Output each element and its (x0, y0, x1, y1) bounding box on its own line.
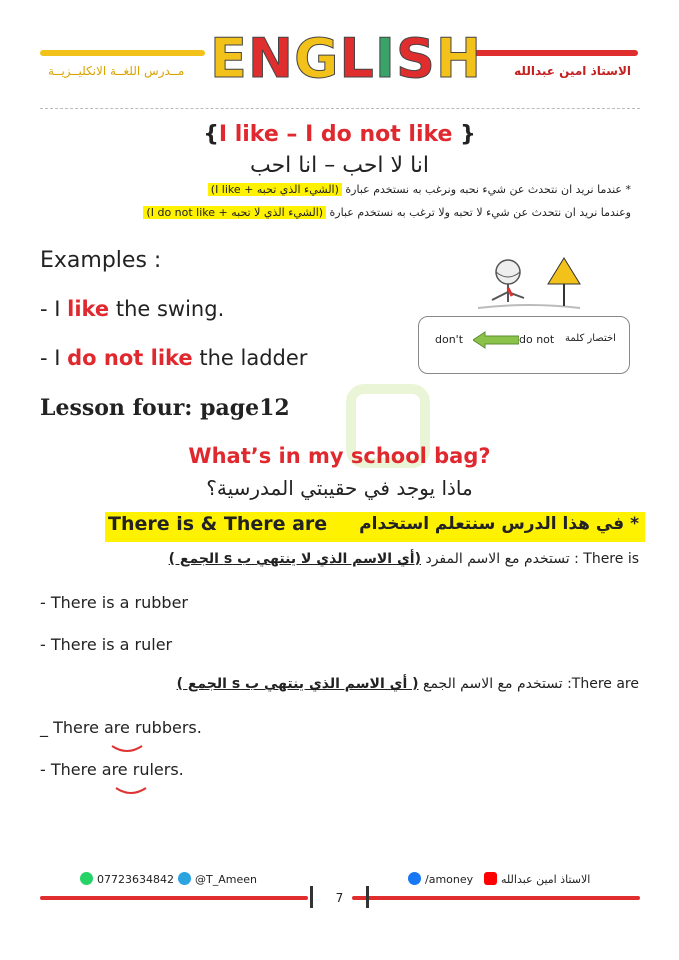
arrow-left-icon (473, 331, 519, 349)
telegram-icon (178, 872, 191, 885)
lesson-title: Lesson four: page12 (40, 395, 290, 421)
abbrev-label-arabic: اختصار كلمة (565, 333, 616, 344)
note-dislike-highlight: (الشيء الذي لا تحبه + I do not like) (143, 206, 326, 219)
footer-telegram (178, 872, 257, 886)
logo-letter-4: I (374, 27, 396, 90)
title-brace-close: } (452, 122, 476, 147)
header-divider (40, 108, 640, 109)
rule-there-is (169, 551, 639, 567)
footer-facebook (408, 872, 473, 886)
youtube-icon (484, 872, 497, 885)
footer-phone (80, 872, 174, 886)
rule-there-is-label: There is (583, 551, 639, 567)
section-title (0, 122, 679, 147)
sentence-4: - There are rulers. (40, 760, 184, 779)
example-1-post: the swing. (109, 297, 225, 321)
footer-youtube (484, 872, 590, 886)
note-like-highlight: (الشيء الذي تحبه + I like) (208, 183, 342, 196)
example-2-pre: - I (40, 346, 68, 370)
english-logo (210, 27, 483, 90)
rule-there-are (177, 676, 639, 692)
note-dislike (143, 206, 631, 219)
example-1-red: like (67, 297, 110, 321)
section-title-arabic: انا لا احب – انا احب (249, 153, 430, 178)
example-1 (40, 297, 224, 321)
page-number: 7 (335, 891, 344, 905)
abbreviation-box (418, 316, 630, 374)
rule-there-are-text: : تستخدم مع الاسم الجمع (418, 676, 572, 692)
rule-there-is-text: : تستخدم مع الاسم المفرد (421, 551, 584, 567)
logo-letter-3: L (339, 27, 375, 90)
footer-facebook-text: /amoney (425, 873, 474, 886)
example-2 (40, 346, 307, 370)
facebook-icon (408, 872, 421, 885)
example-2-red: do not like (67, 346, 193, 370)
logo-letter-0: E (210, 27, 248, 90)
underline-arc-2 (114, 786, 148, 796)
underline-arc-1 (110, 744, 144, 754)
logo-letter-1: N (247, 27, 295, 90)
question-english: What’s in my school bag? (188, 444, 491, 468)
sentence-2: - There is a ruler (40, 635, 173, 654)
note-like (208, 183, 631, 196)
lesson-highlight-arabic: * في هذا الدرس سنتعلم استخدام (359, 514, 639, 534)
header-subtitle-right: الاستاذ امين عبدالله (514, 64, 631, 78)
logo-letter-6: H (435, 27, 483, 90)
examples-heading: Examples : (40, 248, 162, 273)
question-arabic: ماذا يوجد في حقيبتي المدرسية؟ (206, 476, 473, 500)
note-like-text: * عندما نريد ان نتحدث عن شيء نحبه ونرغب به نستخدم عبارة (341, 183, 631, 196)
whatsapp-icon (80, 872, 93, 885)
lesson-highlight-english: There is & There are (108, 513, 328, 535)
note-dislike-text: وعندما نريد ان نتحدث عن شيء لا تحبه ولا ترغب به نستخدم عبارة (326, 206, 631, 219)
title-red-text: I like – I do not like (218, 122, 453, 147)
header-subtitle-left: مــدرس اللغــة الانكليــزيــة (48, 64, 185, 78)
rule-there-are-note: ( أي الاسم الذي ينتهي ب s الجمع ) (176, 676, 419, 692)
footer-phone-text: 07723634842 (97, 873, 174, 886)
rule-there-is-note: (أي الاسم الذي لا ينتهي ب s الجمع ) (168, 551, 422, 567)
abbrev-dont: don't (435, 333, 464, 346)
title-brace-open: { (203, 122, 219, 147)
footer-youtube-text: الاستاذ امين عبدالله (501, 873, 591, 886)
abbrev-do-not: do not (519, 333, 555, 346)
header-line-left (40, 50, 205, 56)
sentence-3: _ There are rubbers. (40, 718, 202, 737)
header-line-right (468, 50, 638, 56)
sentence-1: - There is a rubber (40, 593, 188, 612)
logo-letter-2: G (294, 27, 340, 90)
footer-telegram-text: @T_Ameen (195, 873, 257, 886)
rule-there-are-label: There are (571, 676, 639, 692)
example-1-pre: - I (40, 297, 68, 321)
example-2-post: the ladder (192, 346, 308, 370)
thinking-figure-illustration (468, 252, 586, 314)
logo-letter-5: S (395, 27, 436, 90)
